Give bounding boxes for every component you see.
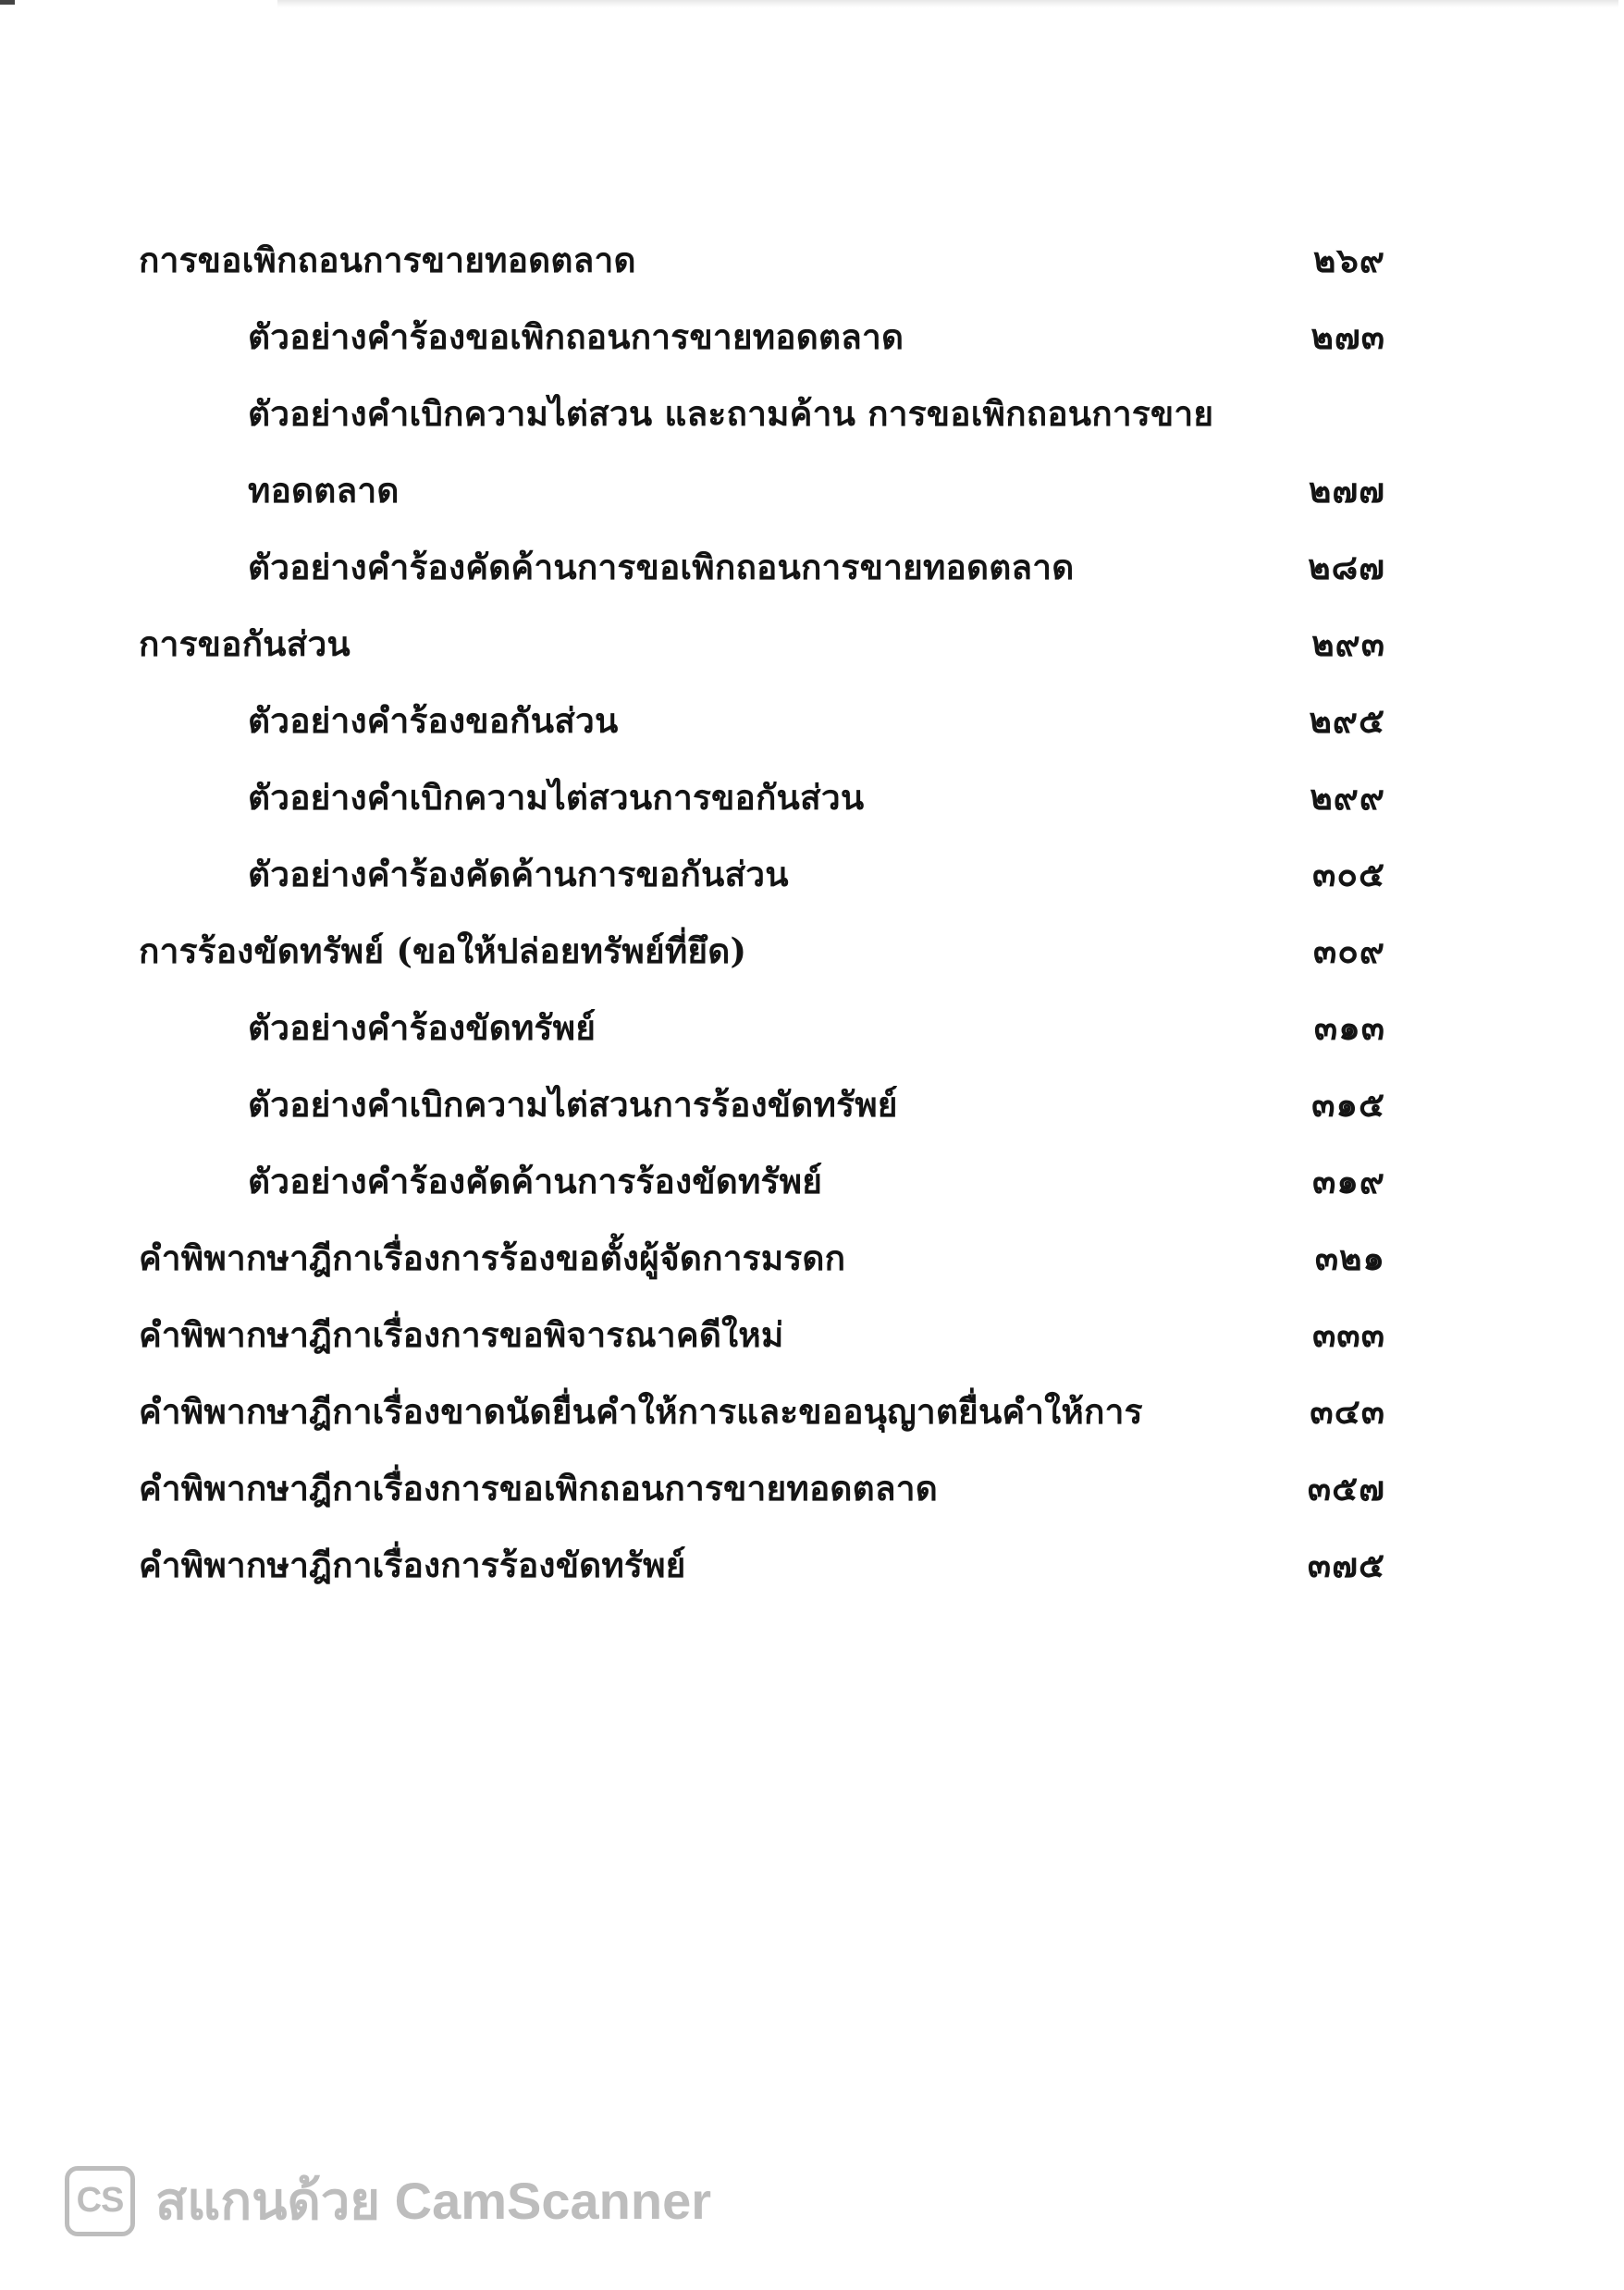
scan-edge-mark [0,0,15,5]
toc-entry-page: ๓๐๙ [1313,930,1385,971]
toc-entry-title: คำพิพากษาฎีกาเรื่องการร้องขอตั้งผู้จัดการมรดก [139,1237,846,1278]
scan-edge-shadow [277,0,1618,7]
toc-entry-title: การขอเพิกถอนการขายทอดตลาด [139,240,636,280]
toc-entry-title: คำพิพากษาฎีกาเรื่องขาดนัดยื่นคำให้การและขออนุญาตยื่นคำให้การ [139,1391,1143,1432]
toc-entry [139,1074,1406,1151]
toc-entry-page: ๓๐๕ [1312,854,1385,894]
toc-entry [139,460,1406,536]
toc-entry [139,229,1406,306]
toc-entry-page: ๓๑๙ [1312,1161,1385,1201]
toc-entry-title: คำพิพากษาฎีกาเรื่องการขอพิจารณาคดีใหม่ [139,1314,784,1355]
toc-entry-page: ๒๖๙ [1313,240,1385,280]
toc-entry-title: ตัวอย่างคำร้องขัดทรัพย์ [248,1007,597,1048]
toc-entry-title: ตัวอย่างคำเบิกความไต่สวนการขอกันส่วน [248,777,865,818]
toc-entry [139,1304,1406,1381]
toc-entry-page: ๓๕๗ [1307,1468,1385,1508]
toc-entry [139,690,1406,767]
camscanner-watermark [65,2160,711,2242]
toc-entry [139,306,1406,383]
toc-entry [139,1381,1406,1458]
toc-entry-title: ตัวอย่างคำเบิกความไต่สวน และถามค้าน การขอเพิกถอนการขาย [248,393,1214,434]
toc-entry [139,843,1406,920]
toc-entry-page: ๒๗๓ [1310,316,1385,357]
toc-entry [139,536,1406,613]
toc-entry-page: ๒๙๙ [1310,777,1385,818]
toc-entry [139,997,1406,1074]
watermark-text: สแกนด้วย CamScanner [155,2172,712,2230]
toc-entry [139,767,1406,843]
toc-entry [139,1458,1406,1534]
toc-entry [139,1227,1406,1304]
toc-entry-title: คำพิพากษาฎีกาเรื่องการขอเพิกถอนการขายทอดตลาด [139,1468,938,1508]
toc-entry-title: ตัวอย่างคำเบิกความไต่สวนการร้องขัดทรัพย์ [248,1084,898,1125]
toc-entry-page: ๒๙๓ [1311,623,1385,664]
toc-entry-title: การขอกันส่วน [139,623,351,664]
toc-entry-title: ทอดตลาด [248,470,400,511]
camscanner-logo-icon: CS [65,2166,135,2236]
toc-entry-title: ตัวอย่างคำร้องคัดค้านการร้องขัดทรัพย์ [248,1161,823,1201]
toc-entry-title: ตัวอย่างคำร้องขอกันส่วน [248,700,619,741]
toc-entry-page: ๓๔๓ [1310,1391,1385,1432]
toc-entry-page: ๒๙๕ [1309,700,1385,741]
toc-entry-page: ๓๒๑ [1314,1237,1385,1278]
toc-entry [139,613,1406,690]
toc-entry-page: ๒๘๗ [1308,547,1385,587]
toc-entry-title: คำพิพากษาฎีกาเรื่องการร้องขัดทรัพย์ [139,1545,686,1585]
toc-entry-page: ๓๑๕ [1311,1084,1385,1125]
toc-entry-title: ตัวอย่างคำร้องคัดค้านการขอเพิกถอนการขายทอดตลาด [248,547,1075,587]
toc-entry-title: ตัวอย่างคำร้องคัดค้านการขอกันส่วน [248,854,789,894]
toc-entry-title: การร้องขัดทรัพย์ (ขอให้ปล่อยทรัพย์ที่ยึด) [139,930,747,971]
toc-entry-title: ตัวอย่างคำร้องขอเพิกถอนการขายทอดตลาด [248,316,904,357]
toc-entry-page: ๒๗๗ [1308,470,1385,511]
toc-entry [139,920,1406,997]
toc-entry-page: ๓๓๓ [1312,1314,1385,1355]
toc-entry-page: ๓๗๕ [1307,1545,1385,1585]
table-of-contents [139,229,1406,1611]
toc-entry-page: ๓๑๓ [1313,1007,1385,1048]
toc-entry [139,383,1406,460]
toc-entry [139,1534,1406,1611]
toc-entry [139,1151,1406,1227]
